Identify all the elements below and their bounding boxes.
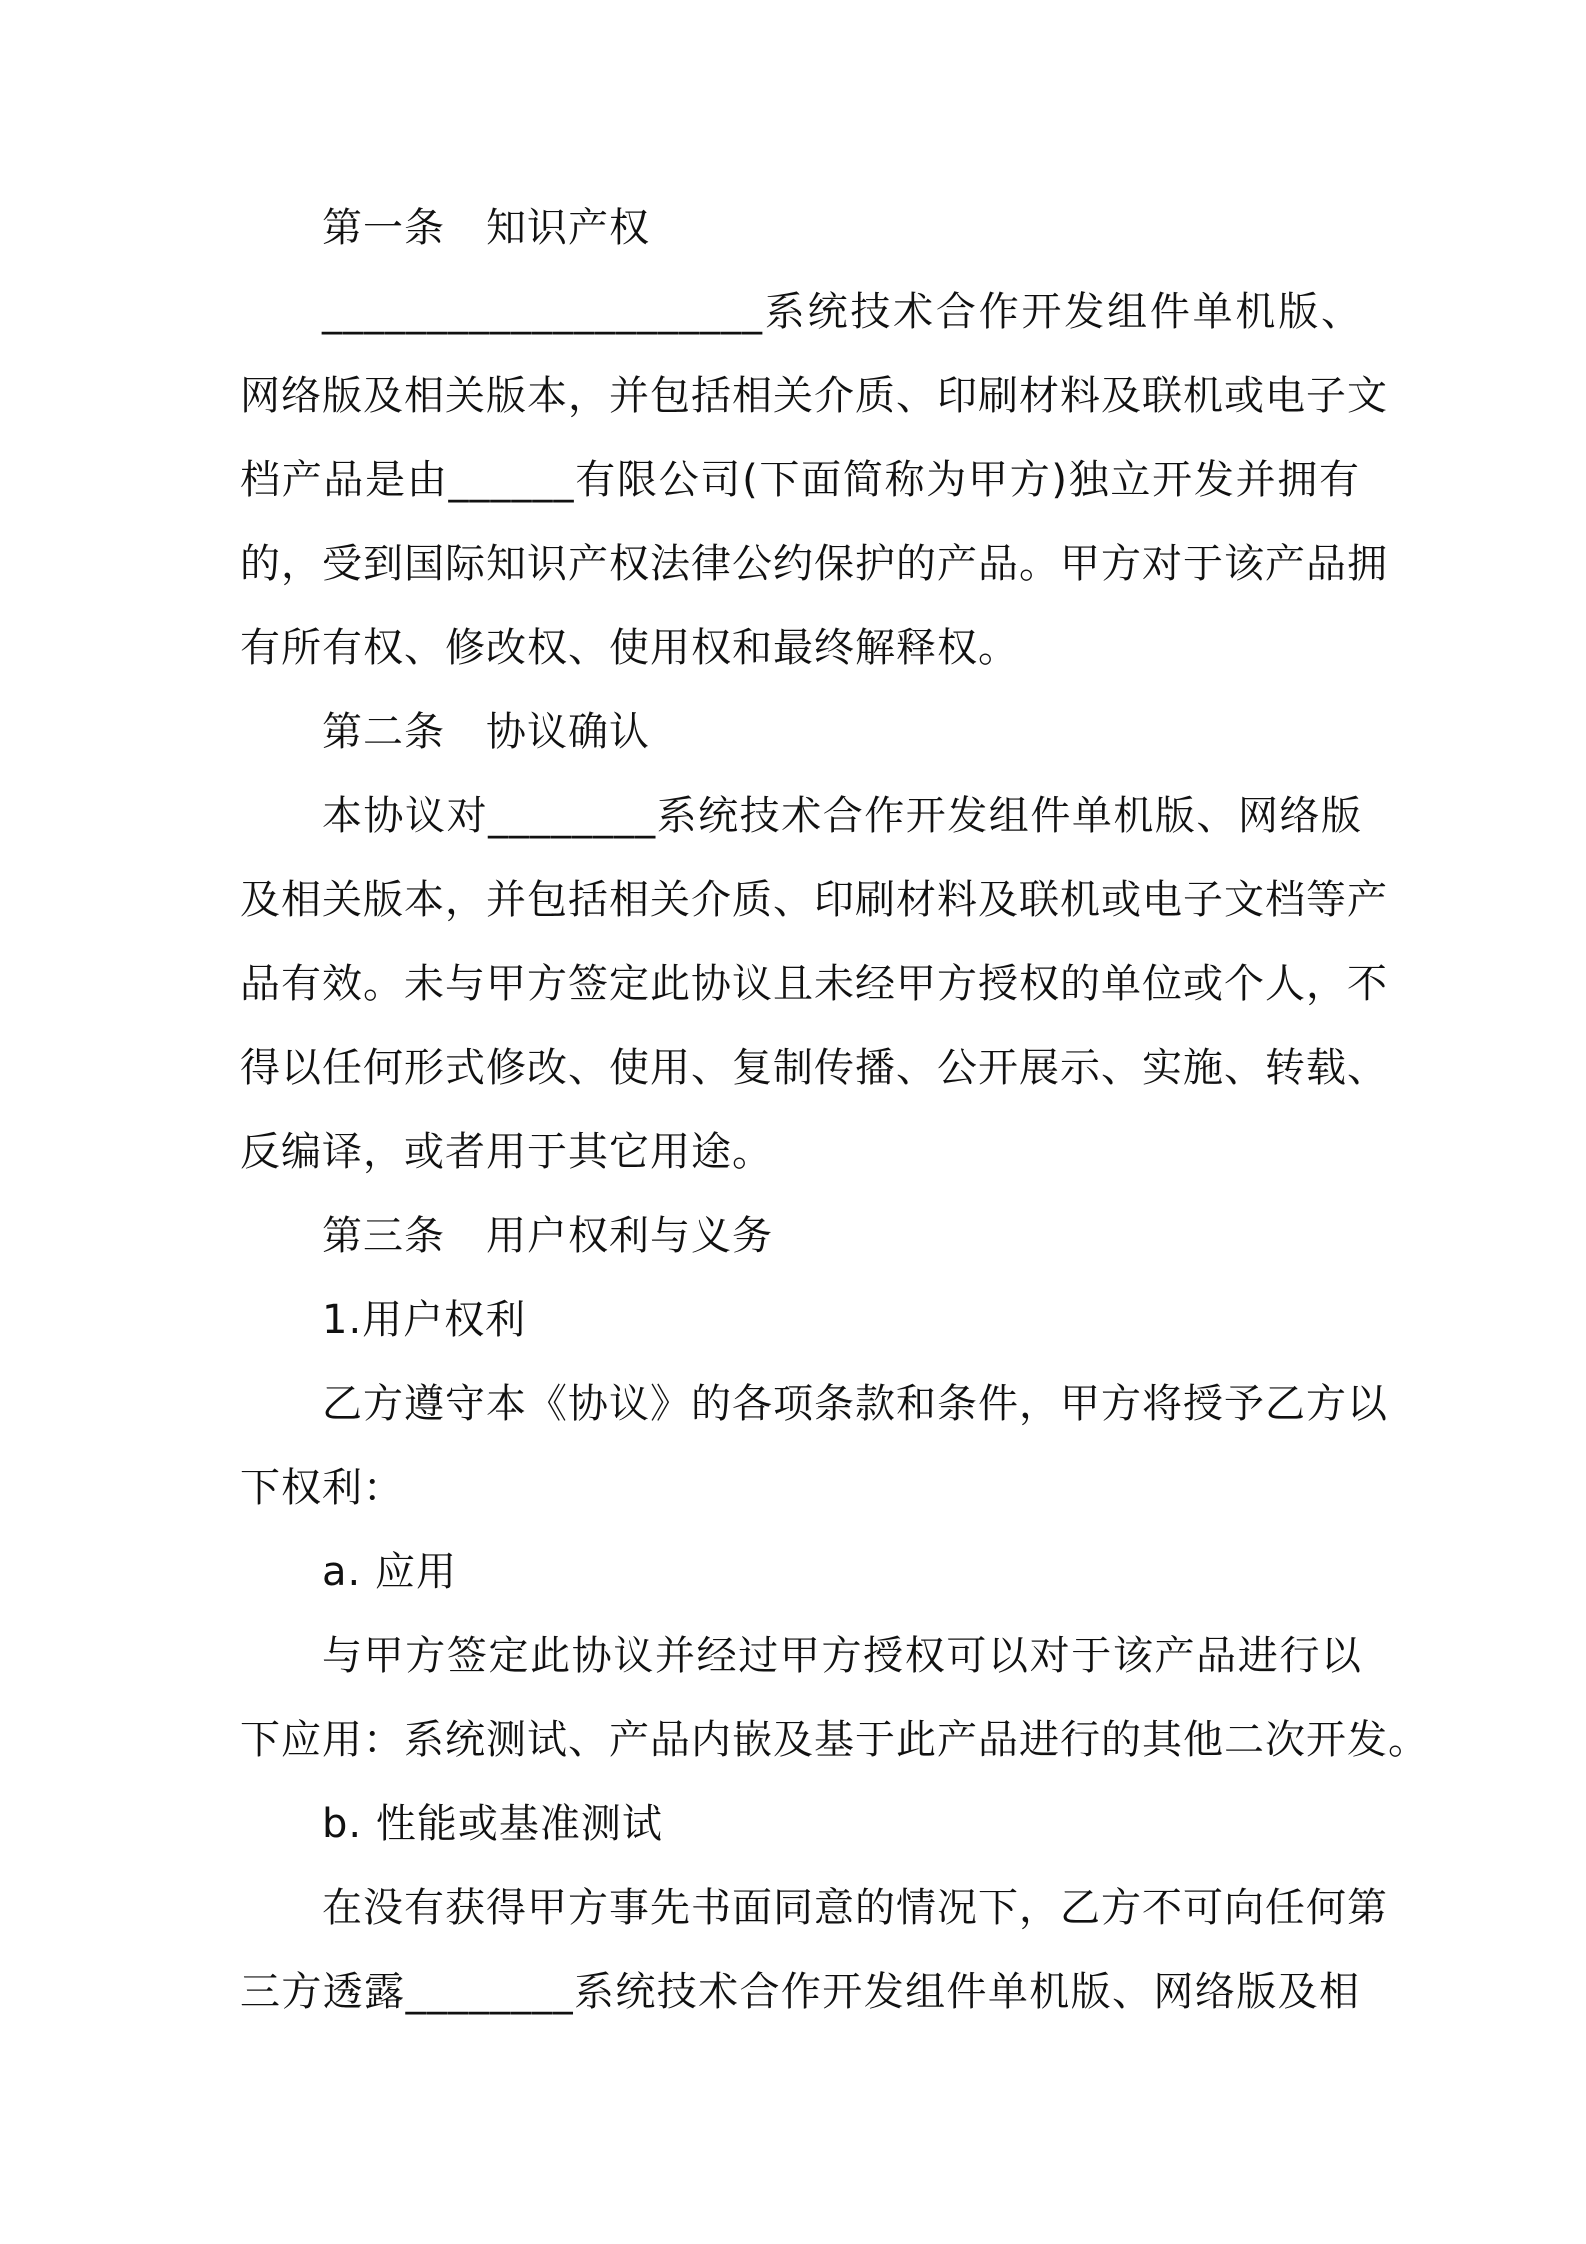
paragraph-line: 有所有权、修改权、使用权和最终解释权。 bbox=[240, 625, 1019, 671]
paragraph-line: 下应用：系统测试、产品内嵌及基于此产品进行的其他二次开发。 bbox=[240, 1717, 1429, 1763]
paragraph-line: 品有效。未与甲方签定此协议且未经甲方授权的单位或个人，不 bbox=[240, 961, 1388, 1007]
subheading-performance-test: b. 性能或基准测试 bbox=[322, 1801, 663, 1847]
paragraph-line: 档产品是由______有限公司(下面简称为甲方)独立开发并拥有 bbox=[240, 457, 1360, 503]
paragraph-line: 得以任何形式修改、使用、复制传播、公开展示、实施、转载、 bbox=[240, 1045, 1388, 1091]
heading-article-1: 第一条 知识产权 bbox=[322, 205, 650, 251]
paragraph-line: 乙方遵守本《协议》的各项条款和条件，甲方将授予乙方以 bbox=[322, 1381, 1388, 1427]
paragraph-line: 本协议对________系统技术合作开发组件单机版、网络版 bbox=[322, 793, 1362, 839]
paragraph-line: 网络版及相关版本，并包括相关介质、印刷材料及联机或电子文 bbox=[240, 373, 1388, 419]
paragraph-line: 反编译，或者用于其它用途。 bbox=[240, 1129, 773, 1175]
heading-article-3: 第三条 用户权利与义务 bbox=[322, 1213, 773, 1259]
heading-article-2: 第二条 协议确认 bbox=[322, 709, 650, 755]
paragraph-line: 及相关版本，并包括相关介质、印刷材料及联机或电子文档等产 bbox=[240, 877, 1388, 923]
paragraph-line: 三方透露________系统技术合作开发组件单机版、网络版及相 bbox=[240, 1969, 1360, 2015]
paragraph-line: 的，受到国际知识产权法律公约保护的产品。甲方对于该产品拥 bbox=[240, 541, 1388, 587]
subheading-user-rights: 1.用户权利 bbox=[322, 1297, 527, 1343]
paragraph-line: 与甲方签定此协议并经过甲方授权可以对于该产品进行以 bbox=[322, 1633, 1362, 1679]
paragraph-line: _____________________系统技术合作开发组件单机版、 bbox=[322, 289, 1362, 335]
paragraph-line: 下权利： bbox=[240, 1465, 404, 1511]
subheading-application: a. 应用 bbox=[322, 1549, 457, 1595]
paragraph-line: 在没有获得甲方事先书面同意的情况下，乙方不可向任何第 bbox=[322, 1885, 1388, 1931]
